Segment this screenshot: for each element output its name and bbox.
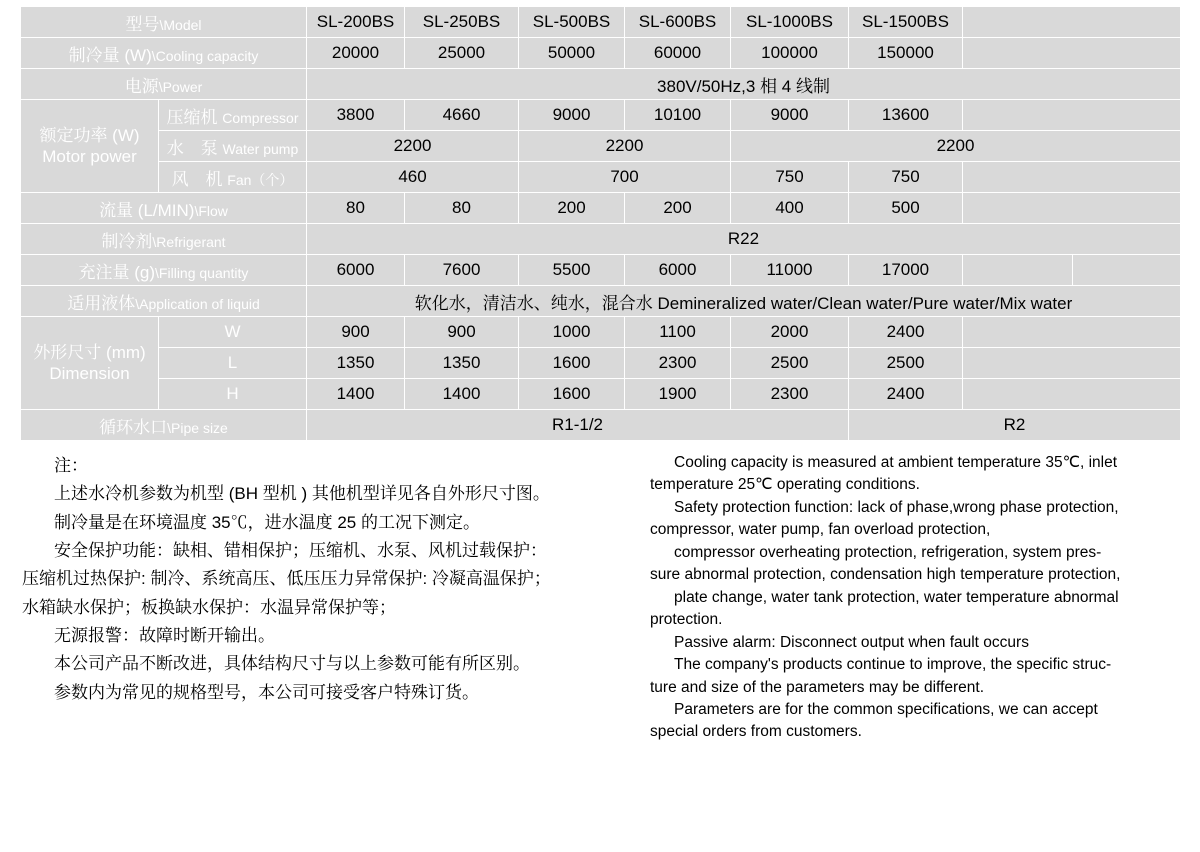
cell-dim-h-3: 1600 [519, 379, 625, 410]
cell-compressor-6: 13600 [849, 100, 963, 131]
row-label-flow: 流量 (L/MIN)\Flow [21, 193, 307, 224]
row-label-liquid: 适用液体\Application of liquid [21, 286, 307, 317]
table-row-model [21, 7, 1181, 38]
row-label-power: 电源\Power [21, 69, 307, 100]
cell-water-pump-2: 2200 [519, 131, 731, 162]
sub-label-fan: 风 机 Fan（个） [159, 162, 307, 193]
cell-cooling-3: 50000 [519, 38, 625, 69]
cell-filling-3: 5500 [519, 255, 625, 286]
note-cn-line: 制冷量是在环境温度 35℃，进水温度 25 的工况下测定。 [54, 512, 480, 532]
cell-compressor-4: 10100 [625, 100, 731, 131]
cell-water-pump-3: 2200 [731, 131, 1181, 162]
cell-dim-h-2: 1400 [405, 379, 519, 410]
cell-fan-4: 750 [849, 162, 963, 193]
cell-liquid-value: 软化水，清洁水、纯水，混合水 Demineralized water/Clean water/Pure water/Mix water [307, 286, 1181, 317]
table-row-dimension-l [21, 348, 1181, 379]
row-label-pipe-size: 循环水口\Pipe size [21, 410, 307, 441]
cell-filling-2: 7600 [405, 255, 519, 286]
cell-dim-l-4: 2300 [625, 348, 731, 379]
note-en-line: protection. [650, 611, 723, 629]
cell-dim-w-4: 1100 [625, 317, 731, 348]
table-row-pipe-size [21, 410, 1181, 441]
table-row-compressor [21, 100, 1181, 131]
table-row-flow [21, 193, 1181, 224]
group-label-motor-power: 额定功率 (W) Motor power [21, 100, 159, 193]
note-cn-line: 无源报警：故障时断开输出。 [54, 626, 275, 646]
sub-label-dimension-l: L [159, 348, 307, 379]
row-label-refrigerant: 制冷剂\Refrigerant [21, 224, 307, 255]
cell-dim-l-6: 2500 [849, 348, 963, 379]
sub-label-dimension-h: H [159, 379, 307, 410]
cell-flow-1: 80 [307, 193, 405, 224]
cell-cooling-blank [963, 38, 1181, 69]
cell-dim-w-6: 2400 [849, 317, 963, 348]
cell-dim-l-2: 1350 [405, 348, 519, 379]
notes-section [0, 453, 1200, 763]
note-cn-line: 安全保护功能：缺相、错相保护；压缩机、水泵、风机过载保护： [54, 541, 547, 561]
cell-pipe-2: R2 [849, 410, 1181, 441]
table-row-refrigerant [21, 224, 1181, 255]
cell-model-4: SL-600BS [625, 7, 731, 38]
notes-chinese [22, 453, 642, 708]
cell-dim-h-6: 2400 [849, 379, 963, 410]
cell-model-1: SL-200BS [307, 7, 405, 38]
group-label-dimension: 外形尺寸 (mm) Dimension [21, 317, 159, 410]
table-row-fan [21, 162, 1181, 193]
cell-dim-l-3: 1600 [519, 348, 625, 379]
note-en-line: Safety protection function: lack of phase,wrong phase protection, [674, 498, 1119, 516]
cell-water-pump-1: 2200 [307, 131, 519, 162]
row-label-cooling: 制冷量 (W)\Cooling capacity [21, 38, 307, 69]
cell-compressor-5: 9000 [731, 100, 849, 131]
note-en-line: ture and size of the parameters may be different. [650, 678, 985, 696]
sub-label-water-pump: 水 泵 Water pump [159, 131, 307, 162]
note-en-line: Cooling capacity is measured at ambient temperature 35℃, inlet [674, 454, 1118, 471]
sub-label-dimension-w: W [159, 317, 307, 348]
cell-fan-blank [963, 162, 1181, 193]
cell-pipe-1: R1-1/2 [307, 410, 849, 441]
note-cn-line: 参数内为常见的规格型号，本公司可接受客户特殊订货。 [54, 682, 479, 702]
note-cn-line: 本公司产品不断改进，具体结构尺寸与以上参数可能有所区别。 [54, 654, 530, 674]
cell-fan-3: 750 [731, 162, 849, 193]
cell-dim-w-2: 900 [405, 317, 519, 348]
cell-cooling-6: 150000 [849, 38, 963, 69]
cell-filling-4: 6000 [625, 255, 731, 286]
cell-compressor-blank [963, 100, 1181, 131]
cell-compressor-2: 4660 [405, 100, 519, 131]
note-en-line: The company's products continue to improve, the specific struc- [674, 656, 1112, 674]
cell-filling-blank-1 [963, 255, 1073, 286]
cell-dim-l-5: 2500 [731, 348, 849, 379]
row-label-filling: 充注量 (g)\Filling quantity [21, 255, 307, 286]
cell-cooling-2: 25000 [405, 38, 519, 69]
cell-cooling-1: 20000 [307, 38, 405, 69]
note-en-line: compressor, water pump, fan overload protection, [650, 521, 991, 539]
cell-model-5: SL-1000BS [731, 7, 849, 38]
cell-filling-1: 6000 [307, 255, 405, 286]
cell-compressor-1: 3800 [307, 100, 405, 131]
table-row-water-pump [21, 131, 1181, 162]
cell-model-2: SL-250BS [405, 7, 519, 38]
cell-flow-4: 200 [625, 193, 731, 224]
specification-table [20, 6, 1181, 441]
table-row-liquid [21, 286, 1181, 317]
cell-model-3: SL-500BS [519, 7, 625, 38]
cell-model-blank [963, 7, 1181, 38]
note-cn-line: 上述水冷机参数为机型 (BH 型机 ) 其他机型详见各自外形尺寸图。 [54, 484, 550, 504]
sub-label-compressor: 压缩机 Compressor [159, 100, 307, 131]
cell-power-value: 380V/50Hz,3 相 4 线制 [307, 69, 1181, 100]
note-cn-line: 注： [54, 456, 88, 475]
cell-refrigerant-value: R22 [307, 224, 1181, 255]
cell-cooling-4: 60000 [625, 38, 731, 69]
cell-dim-l-blank [963, 348, 1181, 379]
spec-sheet [0, 6, 1200, 852]
cell-dim-w-3: 1000 [519, 317, 625, 348]
cell-dim-h-5: 2300 [731, 379, 849, 410]
cell-dim-h-4: 1900 [625, 379, 731, 410]
cell-dim-w-blank [963, 317, 1181, 348]
note-en-line: plate change, water tank protection, water temperature abnormal [674, 588, 1119, 606]
cell-filling-blank-2 [1073, 255, 1181, 286]
note-en-line: compressor overheating protection, refrigeration, system pres- [674, 543, 1102, 561]
cell-flow-5: 400 [731, 193, 849, 224]
cell-dim-w-5: 2000 [731, 317, 849, 348]
table-row-dimension-w [21, 317, 1181, 348]
cell-model-6: SL-1500BS [849, 7, 963, 38]
note-en-line: special orders from customers. [650, 723, 862, 741]
cell-flow-2: 80 [405, 193, 519, 224]
cell-filling-6: 17000 [849, 255, 963, 286]
note-en-line: temperature 25℃ operating conditions. [650, 476, 920, 494]
cell-dim-h-blank [963, 379, 1181, 410]
cell-compressor-3: 9000 [519, 100, 625, 131]
cell-flow-3: 200 [519, 193, 625, 224]
cell-fan-1: 460 [307, 162, 519, 193]
cell-dim-h-1: 1400 [307, 379, 405, 410]
table-row-dimension-h [21, 379, 1181, 410]
table-row-power [21, 69, 1181, 100]
cell-filling-5: 11000 [731, 255, 849, 286]
note-en-line: Parameters are for the common specifications, we can accept [674, 700, 1098, 718]
note-en-line: sure abnormal protection, condensation high temperature protection, [650, 566, 1121, 584]
table-row-cooling [21, 38, 1181, 69]
note-en-line: Passive alarm: Disconnect output when fault occurs [674, 633, 1029, 651]
row-label-model: 型号\Model [21, 7, 307, 38]
note-cn-line: 水箱缺水保护；板换缺水保护：水温异常保护等； [22, 597, 396, 617]
cell-fan-2: 700 [519, 162, 731, 193]
cell-flow-blank [963, 193, 1181, 224]
notes-english [650, 453, 1190, 745]
cell-dim-l-1: 1350 [307, 348, 405, 379]
cell-flow-6: 500 [849, 193, 963, 224]
table-row-filling [21, 255, 1181, 286]
note-cn-line: 压缩机过热保护: 制冷、系统高压、低压压力异常保护: 冷凝高温保护； [22, 569, 551, 589]
cell-cooling-5: 100000 [731, 38, 849, 69]
cell-dim-w-1: 900 [307, 317, 405, 348]
